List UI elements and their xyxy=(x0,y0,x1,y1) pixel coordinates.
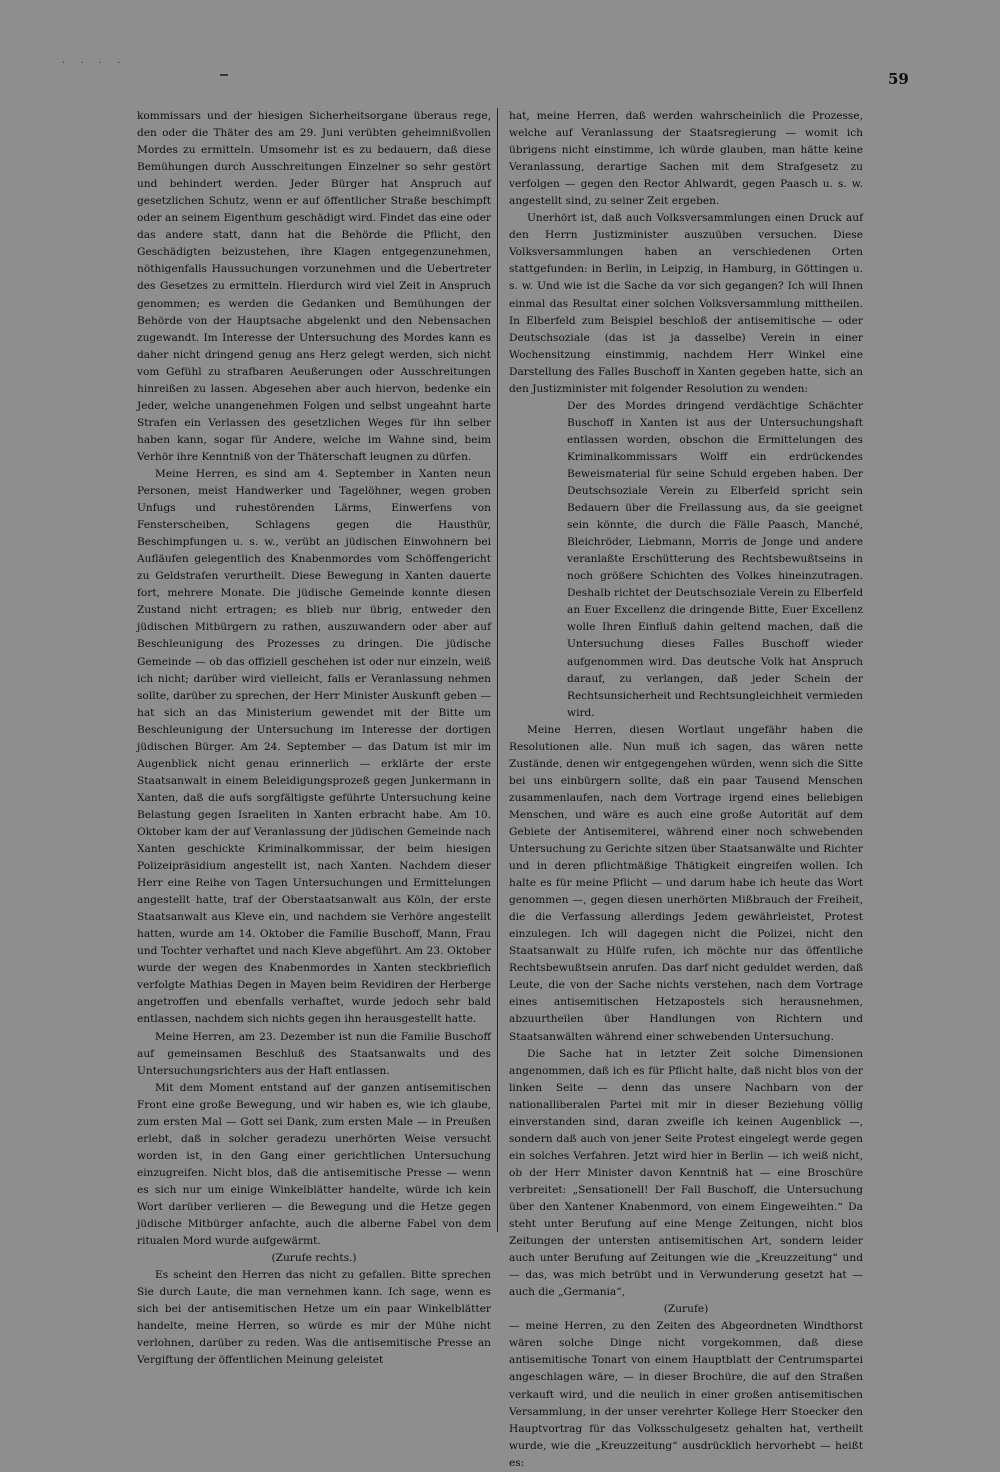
paragraph: — meine Herren, zu den Zeiten des Abgeordneten Windthorst wären solche Dinge nicht vorgekommen, daß diese antisemitische Tonart von einem Hauptblatt der Centrumspartei angeschlagen wäre, — in dieser Brochüre, die auf den Straßen verkauft wird, und die neulich in einer großen antisemitischen Versammlung, in der unser verehrter Kollege Herr Stoecker den Hauptvortrag für das Volksschulgesetz gehalten hat, vertheilt wurde, wie die „Kreuzzeitung“ ausdrücklich hervorhebt — heißt es: xyxy=(509,1320,863,1469)
interjection: (Zurufe rechts.) xyxy=(271,1252,357,1265)
paragraph: Meine Herren, diesen Wortlaut ungefähr haben die Resolutionen alle. Nun muß ich sagen, das wären nette Zustände, denen wir entgegengehen würden, wenn sich die Sitte bei uns einbürgern sollte, daß ein paar Tausend Menschen zusammenlaufen, nach dem Vortrage irgend eines beliebigen Menschen, und wäre es auch eine große Autorität auf dem Gebiete der Antisemiterei, während einer noch schwebenden Untersuchung zu Gerichte sitzen über Staatsanwälte und Richter und in deren pflichtmäßige Thätigkeit eingreifen wollen. Ich halte es für meine Pflicht — und darum habe ich heute das Wort genommen —, gegen diesen unerhörten Mißbrauch der Freiheit, die die Verfassung allerdings Jedem gewährleistet, Protest einzulegen. Ich will dagegen nicht die Polizei, nicht den Staatsanwalt zu Hülfe rufen, ich möchte nur das öffentliche Rechtsbewußtsein anrufen. Das darf nicht geduldet werden, daß Leute, die von der Sache nichts verstehen, nach dem Vortrage eines antisemitischen Hetzapostels sich herausnehmen, abzuurtheilen über Handlungen von Richtern und Staatsanwälten während einer schwebenden Untersuchung. xyxy=(509,723,863,1043)
page-top-marks: · · · · xyxy=(62,58,127,69)
paragraph: Unerhört ist, daß auch Volksversammlungen einen Druck auf den Herrn Justizminister auszuüben versuchen. Diese Volksversammlungen haben an verschiedenen Orten stattgefunden: in Berlin, in Leipzig, in Hamburg, in Göttingen u. s. w. Und wie ist die Sache da vor sich gegangen? Ich will Ihnen einmal das Resultat einer solchen Volksversammlung mittheilen. In Elberfeld zum Beispiel beschloß der antisemitische — oder Deutschsoziale (das ist ja dasselbe) Verein in einer Wochensitzung einstimmig, nachdem Herr Winkel eine Darstellung des Falles Buschoff in Xanten gegeben hatte, sich an den Justizminister mit folgender Resolution zu wenden: xyxy=(509,212,863,395)
interjection: (Zurufe) xyxy=(663,1303,709,1316)
paragraph: kommissars und der hiesigen Sicherheitsorgane überaus rege, den oder die Thäter des am 29. Juni verübten geheimnißvollen Mordes zu ermitteln. Umsomehr ist es zu bedauern, daß diese Bemühungen durch Ausschreitungen Einzelner so sehr gestört und behindert werden. Jeder Bürger hat Anspruch auf gesetzlichen Schutz, wenn er auf öffentlicher Straße beschimpft oder an seinem Eigenthum geschädigt wird. Findet das eine oder das andere statt, dann hat die Behörde die Pflicht, den Geschädigten beizustehen, ihre Klagen entgegenzunehmen, nöthigenfalls Haussuchungen vorzunehmen und die Uebertreter des Gesetzes zu ermitteln. Hierdurch wird viel Zeit in Anspruch genommen; es werden die Gedanken und Bemühungen der Behörde von der Hauptsache abgelenkt und den Nebensachen zugewandt. Im Interesse der Untersuchung des Mordes kann es daher nicht dringend genug ans Herz gelegt werden, sich nicht vom Gefühl zu strafbaren Aeußerungen oder Ausschreitungen hinreißen zu lassen. Abgesehen aber auch hiervon, bedenke ein Jeder, welche unangenehmen Folgen und selbst ungeahnt harte Strafen ein Verlassen des gesetzlichen Weges für ihn selber haben kann, sogar für Andere, welche im Wahne sind, beim Verhör ihre Kenntniß von der Thäterschaft leugnen zu dürfen. xyxy=(137,110,491,463)
paragraph: Mit dem Moment entstand auf der ganzen antisemitischen Front eine große Bewegung, und wir haben es, wie ich glaube, zum ersten Mal — Gott sei Dank, zum ersten Male — in Preußen erlebt, daß in solcher geradezu unerhörten Weise versucht worden ist, in den Gang einer gerichtlichen Untersuchung einzugreifen. Nicht blos, daß die antisemitische Presse — wenn es sich nur um einige Winkelblätter handelte, würde ich kein Wort darüber verlieren — die Bewegung und die Hetze gegen jüdische Mitbürger anfachte, auch die alberne Fabel von dem ritualen Mord wurde aufgewärmt. xyxy=(137,1081,491,1248)
paragraph: Meine Herren, am 23. Dezember ist nun die Familie Buschoff auf gemeinsamen Beschluß des Staatsanwalts und des Untersuchungsrichters aus der Haft entlassen. xyxy=(137,1030,491,1077)
paragraph: Meine Herren, es sind am 4. September in Xanten neun Personen, meist Handwerker und Tagelöhner, wegen groben Unfugs und ruhestörenden Lärms, Einwerfens von Fensterscheiben, Schlagens gegen die Hausthür, Beschimpfungen u. s. w., verübt an jüdischen Einwohnern bei Aufläufen gelegentlich des Knabenmordes vom Schöffengericht zu Geldstrafen verurtheilt. Diese Bewegung in Xanten dauerte fort, mehrere Monate. Die jüdische Gemeinde konnte diesen Zustand nicht ertragen; es blieb nur übrig, entweder den jüdischen Mitbürgern zu rathen, auszuwandern oder aber auf Beschleunigung des Prozesses zu dringen. Die jüdische Gemeinde — ob das offiziell geschehen ist oder nur einzeln, weiß ich nicht; darüber wird vielleicht, falls er Veranlassung nehmen sollte, darüber zu sprechen, der Herr Minister Auskunft geben — hat sich an das Ministerium gewendet mit der Bitte um Beschleunigung der Untersuchung im Interesse der dortigen jüdischen Bürger. Am 24. September — das Datum ist mir im Augenblick nicht genau erinnerlich — erklärte der erste Staatsanwalt in einem Beleidigungsprozeß gegen Junkermann in Xanten, daß die aufs sorgfältigste geführte Untersuchung keine Belastung gegen Israeliten in Xanten erbracht habe. Am 10. Oktober kam der auf Veranlassung der jüdischen Gemeinde nach Xanten geschickte Kriminalkommissar, der beim hiesigen Polizeipräsidium angestellt ist, nach Xanten. Nachdem dieser Herr eine Reihe von Tagen Untersuchungen und Ermittelungen angestellt hatte, traf der Oberstaatsanwalt aus Köln, der erste Staatsanwalt aus Kleve ein, und nachdem sie Verhöre angestellt hatten, wurde am 14. Oktober die Familie Buschoff, Mann, Frau und Tochter verhaftet und nach Kleve abgeführt. Am 23. Oktober wurde der wegen des Knabenmordes in Xanten steckbrieflich verfolgte Mathias Degen in Mayen beim Revidiren der Herberge angetroffen und ebenfalls verhaftet, wurde jedoch sehr bald entlassen, nachdem sich nichts gegen ihn herausgestellt hatte. xyxy=(137,467,491,1026)
paragraph: Die Sache hat in letzter Zeit solche Dimensionen angenommen, daß ich es für Pflicht halte, daß nicht blos von der linken Seite — denn das unsere Nachbarn von der nationalliberalen Partei mit mir in dieser Beziehung völlig einverstanden sind, daran zweifle ich keinen Augenblick —, sondern daß auch von jener Seite Protest eingelegt werde gegen ein solches Verfahren. Jetzt wird hier in Berlin — ich weiß nicht, ob der Herr Minister davon Kenntniß hat — eine Broschüre verbreitet: „Sensationell! Der Fall Buschoff, die Untersuchung über den Xantener Knabenmord, von einem Eingeweihten.“ Da steht unter Berufung auf eine Menge Zeitungen, nicht blos Zeitungen der untersten antisemitischen Art, sondern leider auch unter Berufung auf Zeitungen wie die „Kreuzzeitung“ und — das, was mich betrübt und in Verwunderung gesetzt hat — auch die „Germania“, xyxy=(509,1047,863,1299)
page-number: 59 xyxy=(888,70,909,88)
column-divider xyxy=(497,108,498,1232)
paragraph: hat, meine Herren, daß werden wahrscheinlich die Prozesse, welche auf Veranlassung der Staatsregierung — womit ich übrigens nicht einstimme, ich würde glauben, man hätte keine Veranlassung, derartige Sachen mit dem Strafgesetz zu verfolgen — gegen den Rector Ahlwardt, gegen Paasch u. s. w. angestellt sind, zu seiner Zeit ergeben. xyxy=(509,110,863,208)
right-column xyxy=(509,108,863,1472)
resolution-quote: Der des Mordes dringend verdächtige Schächter Buschoff in Xanten ist aus der Untersuchungshaft entlassen worden, obschon die Ermittelungen des Kriminalkommissars Wolff ein erdrückendes Beweismaterial für seine Schuld ergeben haben. Der Deutschsoziale Verein zu Elberfeld spricht sein Bedauern über die Freilassung aus, da sie geeignet sein könnte, die durch die Fälle Paasch, Manché, Bleichröder, Liebmann, Morris de Jonge und andere veranlaßte Erschütterung des Rechtsbewußtseins in noch größere Schichten des Volkes hineinzutragen. Deshalb richtet der Deutschsoziale Verein zu Elberfeld an Euer Excellenz die dringende Bitte, Euer Excellenz wolle Ihren Einfluß dahin geltend machen, daß die Untersuchung dieses Falles Buschoff wieder aufgenommen wird. Das deutsche Volk hat Anspruch darauf, zu verlangen, daß jeder Schein der Rechtsunsicherheit und Rechtsungleichheit vermieden wird. xyxy=(567,399,863,719)
paragraph: Es scheint den Herren das nicht zu gefallen. Bitte sprechen Sie durch Laute, die man vernehmen kann. Ich sage, wenn es sich bei der antisemitischen Hetze um ein paar Winkelblätter handelte, meine Herren, so würde es mir der Mühe nicht verlohnen, darüber zu reden. Was die antisemitische Presse an Vergiftung der öffentlichen Meinung geleistet xyxy=(137,1269,491,1367)
left-column xyxy=(137,108,491,1369)
page-top-dash xyxy=(220,74,228,76)
